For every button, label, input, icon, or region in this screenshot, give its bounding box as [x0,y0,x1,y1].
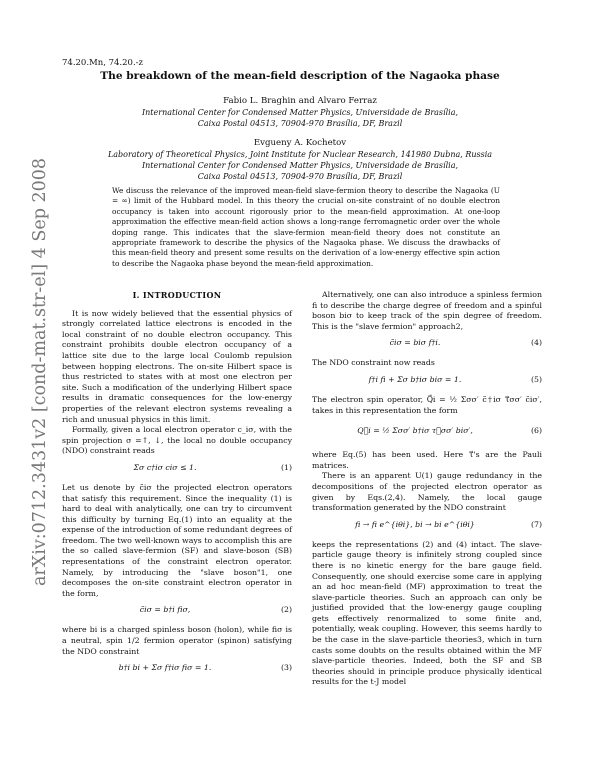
paragraph: It is now widely believed that the essential physics of strongly correlated lattice electrons is encoded in the local constraint of no double electron occupancy. This constraint prohibits double electron occupancy of a lattice site due to the large local Coulomb repulsion between hopping electrons. The on-site Hilbert space is thus restricted to states with at most one electron per site. Such a modification of the underlying Hilbert space results in dramatic consequences for the low-energy properties of the relevant electron systems revealing a rich and unusual physics in this limit. [62,308,292,424]
section-heading: I. INTRODUCTION [132,290,222,300]
affiliation-1b: Caixa Postal 04513, 70904-970 Brasília, DF, Brazil [197,119,403,128]
equation-2 [62,599,292,625]
abstract: We discuss the relevance of the improved mean-field slave-fermion theory to describe the Nagaoka (U = ∞) limit of the Hubbard model. In this theory the crucial on-site constraint of no double electron occupancy is taken into account rigorously prior to the mean-field approximation. At one-loop approximation the effective mean-field action shows a long-range ferromagnetic order over the whole doping range. This indicates that the slave-fermion mean-field theory does not constitute an appropriate framework to describe the physics of the Nagaoka phase. We discuss the drawbacks of this mean-field theory and present some results on the derivation of a low-energy effective spin action to describe the Nagaoka phase beyond the mean-field approximation. [112,186,500,268]
equation-7 [312,514,542,540]
equation-body: fi → fi e^{iθi}, bi → bi e^{iθi} [355,519,475,529]
paragraph: The NDO constraint now reads [312,358,435,368]
paragraph: The electron spin operator, Q⃗i = ½ Σσσ′ c̃†iσ τ⃗σσ′ c̃iσ′, takes in this representation the form [312,394,542,415]
equation-number: (2) [280,605,292,615]
equation-body: Q⃗i = ½ Σσσ′ b†iσ τ⃗σσ′ biσ′, [357,426,473,436]
paragraph: where Eq.(5) has been used. Here τ⃗'s are the Pauli matrices. [312,450,542,470]
paragraph: Alternatively, one can also introduce a spinless fermion fi to describe the charge degree of freedom and a spinful boson biσ to keep track of the spin degree of freedom. This is the "slave fermion" approach2, [312,290,542,331]
paper-title: The breakdown of the mean-field description of the Nagaoka phase [100,70,500,82]
equation-body: b†i bi + Σσ f†iσ fiσ = 1. [118,663,212,673]
paragraph: There is an apparent U(1) gauge redundancy in the decompositions of the projected electron operator as given by Eqs.(2,4). Namely, the local gauge transformation generated by the NDO constraint [312,471,542,513]
equation-4 [312,332,542,358]
equation-3 [62,657,292,683]
equation-number: (5) [530,374,542,384]
affiliation-1a: International Center for Condensed Matter Physics, Universidade de Brasília, [141,108,459,117]
arxiv-sidebar [28,157,52,587]
right-column [312,290,542,688]
authors-line-1: Fabio L. Braghin and Alvaro Ferraz [223,96,377,106]
equation-body: Σσ c†iσ ciσ ≤ 1. [133,462,197,472]
left-column [62,290,292,683]
author-block-1 [40,96,560,129]
equation-number: (1) [280,462,292,472]
paragraph: Let us denote by c̃iσ the projected electron operators that satisfy this requirement. Since the inequality (1) is hard to deal with analytically, one can try to circumvent this difficulty by turning Eq.(1) into an equality at the expense of the introduction of some redundant degrees of freedom. The two well-known ways to accomplish this are the so called slave-fermion (SF) and slave-boson (SB) representations of the constraint electron operator. Namely, by introducing the "slave boson"1, one decomposes the on-site constraint electron operator in the form, [62,482,292,598]
paragraph: where bi is a charged spinless boson (holon), while fiσ is a neutral, spin 1/2 fermion operator (spinon) satisfying the NDO constraint [62,625,292,656]
equation-1 [62,457,292,483]
paragraph: Formally, given a local electron operator c_iσ, with the spin projection σ =↑, ↓, the local no double occupancy (NDO) constraint reads [62,425,292,456]
affiliation-2c: Caixa Postal 04513, 70904-970 Brasília, DF, Brazil [197,172,403,181]
equation-number: (3) [280,663,292,673]
equation-body: c̃iσ = b†i fiσ, [139,605,191,615]
affiliation-2a: Laboratory of Theoretical Physics, Joint Institute for Nuclear Research, 141980 Dubna, Russia [107,150,493,159]
equation-body: c̃iσ = biσ f†i. [389,338,441,348]
pacs-codes: 74.20.Mn, 74.20.-z [62,58,144,68]
author-block-2 [40,138,560,182]
equation-5 [312,369,542,395]
arxiv-identifier: arXiv:0712.3431v2 [cond-mat.str-el] 4 Sep 2008 [30,157,50,587]
equation-number: (4) [530,338,542,348]
affiliation-2b: International Center for Condensed Matter Physics, Universidade de Brasília, [141,161,459,170]
equation-body: f†i fi + Σσ b†iσ biσ = 1. [368,374,462,384]
authors-line-2: Evgueny A. Kochetov [253,138,347,148]
equation-number: (7) [530,519,542,529]
equation-6 [312,416,542,450]
paragraph: keeps the representations (2) and (4) intact. The slave-particle gauge theory is infinitely strong coupled since there is no kinetic energy for the bare gauge field. Consequently, one should exercise some care in applying an ad hoc mean-field (MF) approximation to treat the slave-particle theories. Such an approach can only be justified provided that the low-energy gauge coupling gets effectively renormalized to some finite and, potentially, weak coupling. However, this seems hardly to be the case in the slave-particle theories3, which in turn casts some doubts on the results obtained within the MF slave-particle theories. Indeed, both the SF and SB theories should in principle produce physically identical results for the t-J model [312,539,542,687]
equation-number: (6) [530,426,542,436]
